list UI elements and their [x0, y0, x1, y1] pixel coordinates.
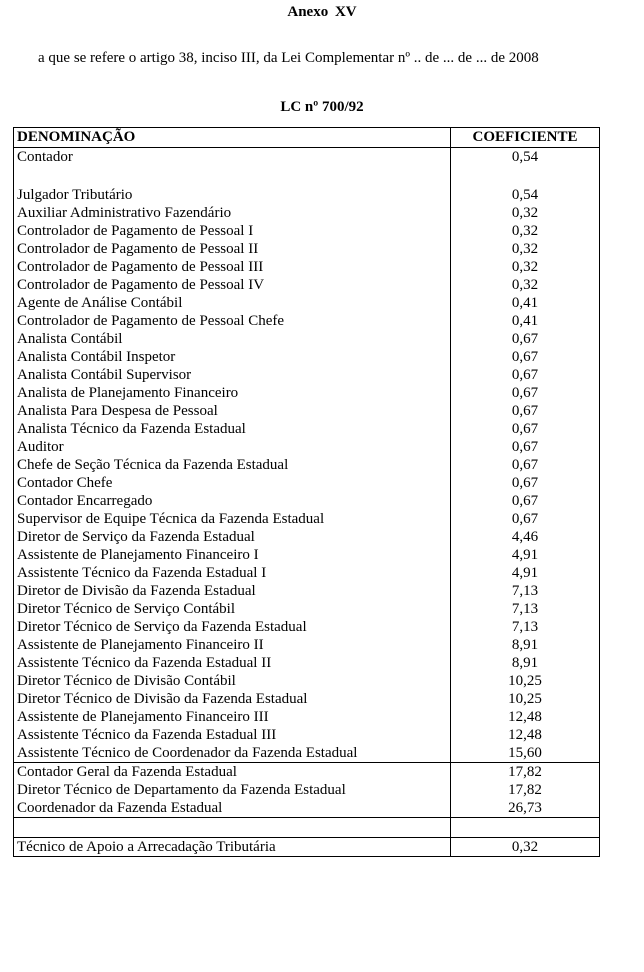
- coefficient-table: [13, 127, 600, 857]
- table-row: [14, 204, 599, 222]
- table-row: [14, 781, 599, 799]
- table-blank-row: [14, 817, 599, 837]
- cell-coeficiente: 0,67: [511, 493, 539, 509]
- cell-denominacao: Analista Contábil: [14, 330, 451, 348]
- cell-denominacao: Contador: [14, 148, 451, 166]
- cell-coeficiente: 12,48: [508, 727, 542, 743]
- cell-denominacao: Auditor: [14, 438, 451, 456]
- cell-denominacao: Analista Técnico da Fazenda Estadual: [14, 420, 451, 438]
- cell-coeficiente: 8,91: [511, 655, 539, 671]
- table-row: [14, 528, 599, 546]
- table-row: [14, 762, 599, 781]
- table-row: [14, 799, 599, 817]
- cell-coeficiente: 0,54: [511, 187, 539, 203]
- cell-coeficiente: [451, 818, 599, 837]
- cell-denominacao: Assistente Técnico da Fazenda Estadual I: [14, 564, 451, 582]
- cell-denominacao: Assistente Técnico da Fazenda Estadual II: [14, 654, 451, 672]
- table-blank-row: [14, 166, 599, 186]
- table-row: [14, 618, 599, 636]
- cell-coeficiente: 0,32: [511, 223, 539, 239]
- cell-coeficiente: 0,32: [511, 205, 539, 221]
- law-reference: LC nº 700/92: [280, 99, 364, 115]
- cell-coeficiente: 7,13: [511, 619, 539, 635]
- cell-coeficiente: 15,60: [508, 745, 542, 761]
- cell-denominacao: Diretor Técnico de Departamento da Fazenda Estadual: [14, 781, 451, 799]
- cell-denominacao: Chefe de Seção Técnica da Fazenda Estadual: [14, 456, 451, 474]
- cell-denominacao: Técnico de Apoio a Arrecadação Tributária: [14, 838, 451, 856]
- table-row: [14, 708, 599, 726]
- cell-coeficiente: 0,67: [511, 439, 539, 455]
- cell-denominacao: Diretor Técnico de Serviço da Fazenda Estadual: [14, 618, 451, 636]
- cell-denominacao: Controlador de Pagamento de Pessoal Chefe: [14, 312, 451, 330]
- cell-denominacao: Analista Contábil Inspetor: [14, 348, 451, 366]
- table-row: [14, 654, 599, 672]
- cell-denominacao: Coordenador da Fazenda Estadual: [14, 799, 451, 817]
- cell-coeficiente: 0,67: [511, 331, 539, 347]
- cell-denominacao: Assistente de Planejamento Financeiro II: [14, 636, 451, 654]
- cell-coeficiente: 17,82: [508, 764, 542, 780]
- table-row: [14, 438, 599, 456]
- cell-denominacao: Contador Geral da Fazenda Estadual: [14, 763, 451, 781]
- cell-coeficiente: 0,67: [511, 385, 539, 401]
- table-row: [14, 726, 599, 744]
- table-row: [14, 636, 599, 654]
- table-row: [14, 564, 599, 582]
- cell-coeficiente: 0,32: [511, 259, 539, 275]
- cell-coeficiente: [451, 166, 599, 186]
- table-row: [14, 258, 599, 276]
- table-row: [14, 600, 599, 618]
- table-row: [14, 186, 599, 204]
- cell-coeficiente: 0,67: [511, 349, 539, 365]
- annex-subtitle: a que se refere o artigo 38, inciso III, da Lei Complementar nº .. de ... de ... de 2008: [38, 50, 539, 66]
- cell-coeficiente: 0,67: [511, 403, 539, 419]
- table-row: [14, 492, 599, 510]
- cell-coeficiente: 7,13: [511, 601, 539, 617]
- cell-denominacao: Diretor de Serviço da Fazenda Estadual: [14, 528, 451, 546]
- cell-denominacao: Analista Contábil Supervisor: [14, 366, 451, 384]
- cell-coeficiente: 0,67: [511, 457, 539, 473]
- table-row: [14, 837, 599, 856]
- table-row: [14, 312, 599, 330]
- cell-denominacao: Analista Para Despesa de Pessoal: [14, 402, 451, 420]
- cell-coeficiente: 0,32: [511, 277, 539, 293]
- table-header-row: [14, 128, 599, 148]
- header-denominacao: DENOMINAÇÃO: [14, 128, 451, 148]
- table-row: [14, 330, 599, 348]
- cell-denominacao: Assistente Técnico de Coordenador da Fazenda Estadual: [14, 744, 451, 762]
- cell-denominacao: Diretor Técnico de Serviço Contábil: [14, 600, 451, 618]
- cell-denominacao: [14, 166, 451, 186]
- cell-denominacao: Controlador de Pagamento de Pessoal I: [14, 222, 451, 240]
- cell-denominacao: Agente de Análise Contábil: [14, 294, 451, 312]
- cell-coeficiente: 0,32: [511, 839, 539, 855]
- cell-coeficiente: 10,25: [508, 673, 542, 689]
- table-row: [14, 348, 599, 366]
- cell-coeficiente: 8,91: [511, 637, 539, 653]
- cell-coeficiente: 4,46: [511, 529, 539, 545]
- table-row: [14, 474, 599, 492]
- table-row: [14, 690, 599, 708]
- cell-coeficiente: 0,32: [511, 241, 539, 257]
- table-row: [14, 240, 599, 258]
- table-row: [14, 582, 599, 600]
- table-row: [14, 222, 599, 240]
- cell-denominacao: Diretor Técnico de Divisão Contábil: [14, 672, 451, 690]
- table-row: [14, 420, 599, 438]
- cell-denominacao: Assistente de Planejamento Financeiro I: [14, 546, 451, 564]
- cell-coeficiente: 0,41: [511, 295, 539, 311]
- table-row: [14, 744, 599, 762]
- table-row: [14, 366, 599, 384]
- table-row: [14, 276, 599, 294]
- cell-coeficiente: 0,67: [511, 475, 539, 491]
- cell-denominacao: Controlador de Pagamento de Pessoal III: [14, 258, 451, 276]
- cell-denominacao: Contador Chefe: [14, 474, 451, 492]
- table-row: [14, 546, 599, 564]
- annex-title: Anexo XV: [287, 4, 357, 20]
- cell-denominacao: Contador Encarregado: [14, 492, 451, 510]
- cell-coeficiente: 12,48: [508, 709, 542, 725]
- header-coeficiente: COEFICIENTE: [451, 128, 599, 148]
- cell-denominacao: Auxiliar Administrativo Fazendário: [14, 204, 451, 222]
- table-row: [14, 402, 599, 420]
- cell-denominacao: Controlador de Pagamento de Pessoal IV: [14, 276, 451, 294]
- cell-denominacao: [14, 818, 451, 837]
- cell-coeficiente: 26,73: [508, 800, 542, 816]
- cell-coeficiente: 0,54: [511, 149, 539, 165]
- cell-denominacao: Assistente Técnico da Fazenda Estadual III: [14, 726, 451, 744]
- table-row: [14, 148, 599, 166]
- table-row: [14, 294, 599, 312]
- cell-denominacao: Julgador Tributário: [14, 186, 451, 204]
- table-row: [14, 672, 599, 690]
- cell-coeficiente: 17,82: [508, 782, 542, 798]
- table-row: [14, 456, 599, 474]
- cell-coeficiente: 0,67: [511, 367, 539, 383]
- cell-coeficiente: 4,91: [511, 547, 539, 563]
- cell-coeficiente: 4,91: [511, 565, 539, 581]
- cell-coeficiente: 10,25: [508, 691, 542, 707]
- cell-denominacao: Diretor de Divisão da Fazenda Estadual: [14, 582, 451, 600]
- cell-coeficiente: 0,67: [511, 511, 539, 527]
- cell-coeficiente: 7,13: [511, 583, 539, 599]
- table-row: [14, 510, 599, 528]
- cell-denominacao: Analista de Planejamento Financeiro: [14, 384, 451, 402]
- cell-coeficiente: 0,41: [511, 313, 539, 329]
- cell-denominacao: Diretor Técnico de Divisão da Fazenda Estadual: [14, 690, 451, 708]
- cell-denominacao: Assistente de Planejamento Financeiro III: [14, 708, 451, 726]
- cell-coeficiente: 0,67: [511, 421, 539, 437]
- table-row: [14, 384, 599, 402]
- cell-denominacao: Supervisor de Equipe Técnica da Fazenda Estadual: [14, 510, 451, 528]
- table-body: [14, 148, 599, 856]
- cell-denominacao: Controlador de Pagamento de Pessoal II: [14, 240, 451, 258]
